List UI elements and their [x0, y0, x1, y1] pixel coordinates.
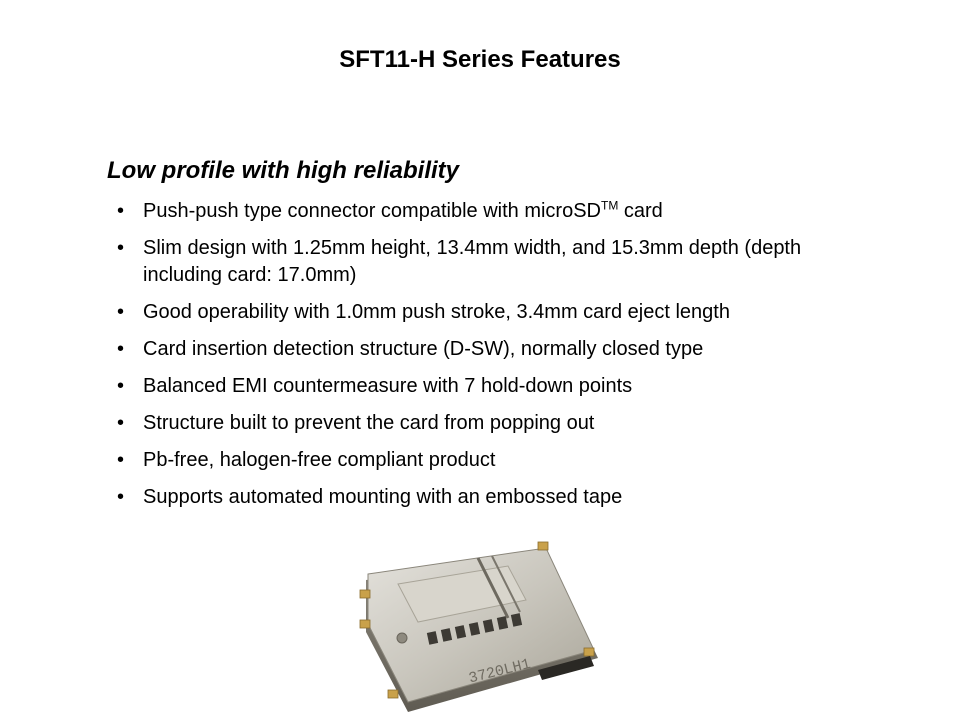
feature-item [117, 373, 857, 400]
connector-photo [358, 540, 608, 718]
feature-text-suffix: card [618, 200, 663, 222]
bullet-glyph: • [117, 486, 125, 508]
feature-item [117, 235, 857, 289]
feature-text: Push-push type connector compatible with microSD [143, 200, 601, 222]
trademark-superscript: TM [601, 198, 619, 213]
photo-marking: 3720LH1 [467, 655, 533, 688]
feature-item [117, 198, 857, 225]
feature-item [117, 336, 857, 363]
bullet-glyph: • [117, 412, 125, 434]
bullet-glyph: • [117, 375, 125, 397]
feature-list [117, 198, 857, 521]
slide-subtitle: Low profile with high reliability [107, 157, 460, 184]
feature-text: Balanced EMI countermeasure with 7 hold-down points [143, 375, 633, 397]
slide-title: SFT11-H Series Features [339, 46, 621, 73]
feature-item [117, 299, 857, 326]
bullet-glyph: • [117, 200, 125, 222]
bullet-glyph: • [117, 237, 125, 259]
feature-text: Supports automated mounting with an embossed tape [143, 486, 623, 508]
feature-text: Good operability with 1.0mm push stroke, 3.4mm card eject length [143, 301, 730, 323]
feature-text: Slim design with 1.25mm height, 13.4mm width, and 15.3mm depth (depth including card: 17.0mm) [143, 237, 802, 286]
feature-item [117, 484, 857, 511]
bullet-glyph: • [117, 338, 125, 360]
feature-text: Pb-free, halogen-free compliant product [143, 449, 496, 471]
bullet-glyph: • [117, 301, 125, 323]
feature-text: Structure built to prevent the card from popping out [143, 412, 595, 434]
feature-text: Card insertion detection structure (D-SW), normally closed type [143, 338, 704, 360]
feature-item [117, 447, 857, 474]
feature-item [117, 410, 857, 437]
bullet-glyph: • [117, 449, 125, 471]
